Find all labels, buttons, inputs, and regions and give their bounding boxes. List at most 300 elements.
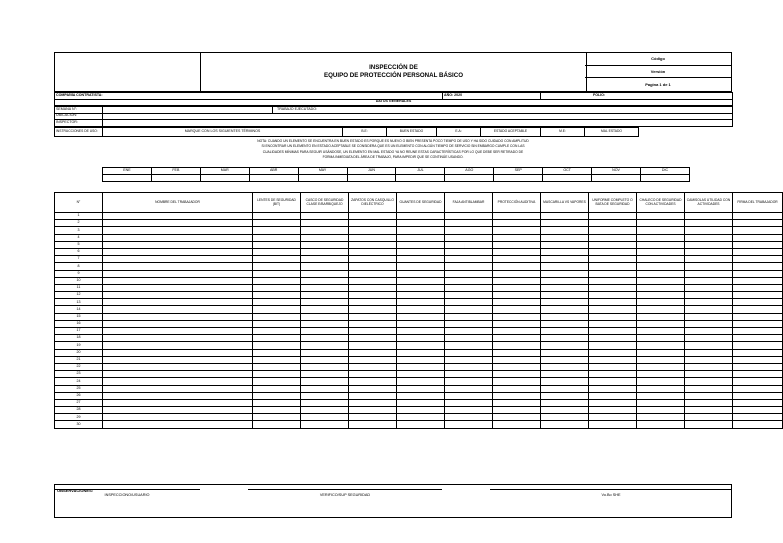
table-cell[interactable] [103, 220, 253, 227]
table-cell[interactable] [301, 385, 349, 392]
table-cell[interactable] [733, 277, 783, 284]
table-cell[interactable] [445, 248, 493, 255]
table-cell[interactable] [589, 407, 637, 414]
table-cell[interactable] [685, 385, 733, 392]
table-cell[interactable] [253, 313, 301, 320]
table-cell[interactable] [253, 306, 301, 313]
table-cell[interactable] [541, 414, 589, 421]
table-cell[interactable] [445, 313, 493, 320]
table-cell[interactable] [445, 371, 493, 378]
table-cell[interactable] [253, 241, 301, 248]
table-cell[interactable] [103, 371, 253, 378]
table-cell[interactable] [301, 277, 349, 284]
table-cell[interactable] [637, 328, 685, 335]
table-cell[interactable] [493, 213, 541, 220]
table-cell[interactable] [493, 299, 541, 306]
table-cell[interactable] [397, 313, 445, 320]
table-cell[interactable] [493, 407, 541, 414]
table-cell[interactable] [253, 349, 301, 356]
table-cell[interactable] [397, 241, 445, 248]
table-cell[interactable] [493, 392, 541, 399]
table-cell[interactable] [349, 421, 397, 428]
table-cell[interactable] [445, 320, 493, 327]
table-cell[interactable] [589, 421, 637, 428]
table-cell[interactable] [493, 256, 541, 263]
table-cell[interactable] [541, 234, 589, 241]
table-cell[interactable] [589, 313, 637, 320]
table-cell[interactable] [103, 277, 253, 284]
table-cell[interactable] [349, 407, 397, 414]
table-cell[interactable] [493, 414, 541, 421]
table-cell[interactable] [397, 270, 445, 277]
table-cell[interactable] [589, 385, 637, 392]
table-cell[interactable] [301, 349, 349, 356]
table-cell[interactable] [637, 263, 685, 270]
table-cell[interactable] [685, 421, 733, 428]
table-cell[interactable] [349, 241, 397, 248]
table-cell[interactable] [493, 356, 541, 363]
table-cell[interactable] [349, 313, 397, 320]
table-cell[interactable] [253, 220, 301, 227]
table-cell[interactable] [589, 349, 637, 356]
table-cell[interactable] [253, 421, 301, 428]
table-cell[interactable] [733, 371, 783, 378]
table-cell[interactable] [445, 234, 493, 241]
table-cell[interactable] [541, 363, 589, 370]
table-cell[interactable] [397, 342, 445, 349]
table-cell[interactable] [541, 248, 589, 255]
table-cell[interactable] [493, 335, 541, 342]
table-cell[interactable] [349, 213, 397, 220]
table-cell[interactable] [541, 306, 589, 313]
table-cell[interactable] [637, 220, 685, 227]
table-cell[interactable] [733, 241, 783, 248]
table-cell[interactable] [589, 299, 637, 306]
table-cell[interactable] [637, 213, 685, 220]
table-cell[interactable] [685, 306, 733, 313]
table-cell[interactable] [397, 328, 445, 335]
table-cell[interactable] [637, 277, 685, 284]
table-cell[interactable] [637, 342, 685, 349]
table-cell[interactable] [253, 213, 301, 220]
table-cell[interactable] [103, 407, 253, 414]
table-cell[interactable] [589, 292, 637, 299]
table-cell[interactable] [349, 328, 397, 335]
table-cell[interactable] [541, 320, 589, 327]
table-cell[interactable] [397, 335, 445, 342]
table-cell[interactable] [103, 299, 253, 306]
table-cell[interactable] [589, 234, 637, 241]
table-cell[interactable] [685, 270, 733, 277]
table-cell[interactable] [637, 421, 685, 428]
table-cell[interactable] [685, 263, 733, 270]
table-cell[interactable] [637, 284, 685, 291]
table-cell[interactable] [541, 220, 589, 227]
table-cell[interactable] [589, 328, 637, 335]
table-cell[interactable] [733, 248, 783, 255]
table-cell[interactable] [541, 213, 589, 220]
table-cell[interactable] [589, 356, 637, 363]
table-cell[interactable] [103, 335, 253, 342]
table-cell[interactable] [349, 256, 397, 263]
table-cell[interactable] [589, 227, 637, 234]
table-cell[interactable] [445, 392, 493, 399]
table-cell[interactable] [301, 263, 349, 270]
table-cell[interactable] [589, 392, 637, 399]
table-cell[interactable] [733, 385, 783, 392]
table-cell[interactable] [685, 320, 733, 327]
table-cell[interactable] [541, 392, 589, 399]
table-cell[interactable] [685, 378, 733, 385]
table-cell[interactable] [685, 234, 733, 241]
table-cell[interactable] [253, 299, 301, 306]
table-cell[interactable] [253, 385, 301, 392]
table-cell[interactable] [445, 335, 493, 342]
table-cell[interactable] [685, 392, 733, 399]
table-cell[interactable] [103, 392, 253, 399]
table-cell[interactable] [349, 378, 397, 385]
table-cell[interactable] [541, 284, 589, 291]
table-cell[interactable] [685, 220, 733, 227]
table-cell[interactable] [445, 284, 493, 291]
table-cell[interactable] [397, 407, 445, 414]
month-cell[interactable] [396, 175, 445, 182]
table-cell[interactable] [541, 335, 589, 342]
month-cell[interactable] [151, 175, 200, 182]
table-cell[interactable] [637, 234, 685, 241]
table-cell[interactable] [733, 220, 783, 227]
table-cell[interactable] [301, 414, 349, 421]
table-cell[interactable] [493, 385, 541, 392]
table-cell[interactable] [301, 256, 349, 263]
table-cell[interactable] [103, 248, 253, 255]
table-cell[interactable] [733, 320, 783, 327]
table-cell[interactable] [637, 299, 685, 306]
table-cell[interactable] [349, 414, 397, 421]
table-cell[interactable] [445, 213, 493, 220]
table-cell[interactable] [637, 392, 685, 399]
table-cell[interactable] [103, 320, 253, 327]
table-cell[interactable] [301, 371, 349, 378]
table-cell[interactable] [541, 399, 589, 406]
table-cell[interactable] [637, 385, 685, 392]
table-cell[interactable] [589, 284, 637, 291]
table-cell[interactable] [445, 407, 493, 414]
table-cell[interactable] [493, 328, 541, 335]
table-cell[interactable] [445, 256, 493, 263]
table-cell[interactable] [685, 335, 733, 342]
table-cell[interactable] [589, 241, 637, 248]
table-cell[interactable] [253, 227, 301, 234]
table-cell[interactable] [397, 399, 445, 406]
table-cell[interactable] [349, 248, 397, 255]
table-cell[interactable] [493, 306, 541, 313]
table-cell[interactable] [301, 299, 349, 306]
table-cell[interactable] [685, 349, 733, 356]
table-cell[interactable] [733, 356, 783, 363]
table-cell[interactable] [541, 328, 589, 335]
table-cell[interactable] [493, 342, 541, 349]
table-cell[interactable] [637, 349, 685, 356]
table-cell[interactable] [733, 399, 783, 406]
table-cell[interactable] [541, 263, 589, 270]
table-cell[interactable] [541, 342, 589, 349]
table-cell[interactable] [493, 234, 541, 241]
table-cell[interactable] [685, 414, 733, 421]
table-cell[interactable] [637, 371, 685, 378]
month-cell[interactable] [249, 175, 298, 182]
table-cell[interactable] [301, 407, 349, 414]
table-cell[interactable] [253, 270, 301, 277]
table-cell[interactable] [301, 234, 349, 241]
table-cell[interactable] [103, 292, 253, 299]
table-cell[interactable] [397, 385, 445, 392]
table-cell[interactable] [253, 414, 301, 421]
table-cell[interactable] [103, 356, 253, 363]
table-cell[interactable] [589, 263, 637, 270]
table-cell[interactable] [103, 313, 253, 320]
table-cell[interactable] [253, 277, 301, 284]
table-cell[interactable] [103, 227, 253, 234]
table-cell[interactable] [445, 328, 493, 335]
table-cell[interactable] [733, 292, 783, 299]
table-cell[interactable] [103, 241, 253, 248]
table-cell[interactable] [301, 292, 349, 299]
table-cell[interactable] [445, 421, 493, 428]
table-cell[interactable] [637, 270, 685, 277]
month-cell[interactable] [200, 175, 249, 182]
table-cell[interactable] [103, 385, 253, 392]
table-cell[interactable] [733, 313, 783, 320]
table-cell[interactable] [733, 349, 783, 356]
table-cell[interactable] [301, 328, 349, 335]
table-cell[interactable] [445, 227, 493, 234]
table-cell[interactable] [733, 306, 783, 313]
table-cell[interactable] [301, 241, 349, 248]
table-cell[interactable] [301, 320, 349, 327]
table-cell[interactable] [541, 227, 589, 234]
table-cell[interactable] [301, 306, 349, 313]
table-cell[interactable] [103, 328, 253, 335]
month-cell[interactable] [543, 175, 592, 182]
table-cell[interactable] [589, 399, 637, 406]
table-cell[interactable] [493, 220, 541, 227]
table-cell[interactable] [349, 399, 397, 406]
table-cell[interactable] [685, 328, 733, 335]
table-cell[interactable] [103, 263, 253, 270]
table-cell[interactable] [733, 213, 783, 220]
table-cell[interactable] [685, 256, 733, 263]
table-cell[interactable] [445, 270, 493, 277]
table-cell[interactable] [397, 414, 445, 421]
table-cell[interactable] [349, 220, 397, 227]
table-cell[interactable] [103, 414, 253, 421]
table-cell[interactable] [493, 363, 541, 370]
table-cell[interactable] [253, 292, 301, 299]
table-cell[interactable] [253, 284, 301, 291]
table-cell[interactable] [493, 421, 541, 428]
table-cell[interactable] [349, 335, 397, 342]
table-cell[interactable] [685, 241, 733, 248]
table-cell[interactable] [493, 277, 541, 284]
table-cell[interactable] [493, 378, 541, 385]
table-cell[interactable] [397, 256, 445, 263]
table-cell[interactable] [397, 213, 445, 220]
table-cell[interactable] [445, 299, 493, 306]
table-cell[interactable] [733, 335, 783, 342]
table-cell[interactable] [541, 407, 589, 414]
table-cell[interactable] [541, 421, 589, 428]
table-cell[interactable] [103, 270, 253, 277]
table-cell[interactable] [349, 263, 397, 270]
month-cell[interactable] [103, 175, 152, 182]
table-cell[interactable] [445, 349, 493, 356]
table-cell[interactable] [541, 292, 589, 299]
table-cell[interactable] [541, 313, 589, 320]
table-cell[interactable] [397, 299, 445, 306]
table-cell[interactable] [301, 378, 349, 385]
table-cell[interactable] [349, 371, 397, 378]
table-cell[interactable] [445, 342, 493, 349]
month-cell[interactable] [640, 175, 689, 182]
month-cell[interactable] [445, 175, 494, 182]
table-cell[interactable] [103, 213, 253, 220]
table-cell[interactable] [493, 284, 541, 291]
month-cell[interactable] [298, 175, 347, 182]
table-cell[interactable] [589, 213, 637, 220]
table-cell[interactable] [733, 256, 783, 263]
table-cell[interactable] [397, 371, 445, 378]
table-cell[interactable] [397, 421, 445, 428]
table-cell[interactable] [445, 241, 493, 248]
table-cell[interactable] [445, 277, 493, 284]
table-cell[interactable] [733, 342, 783, 349]
table-cell[interactable] [685, 227, 733, 234]
table-cell[interactable] [301, 392, 349, 399]
table-cell[interactable] [637, 241, 685, 248]
table-cell[interactable] [103, 256, 253, 263]
table-cell[interactable] [685, 356, 733, 363]
table-cell[interactable] [541, 371, 589, 378]
table-cell[interactable] [685, 342, 733, 349]
table-cell[interactable] [103, 421, 253, 428]
table-cell[interactable] [397, 320, 445, 327]
table-cell[interactable] [589, 248, 637, 255]
table-cell[interactable] [541, 356, 589, 363]
table-cell[interactable] [685, 284, 733, 291]
table-cell[interactable] [637, 313, 685, 320]
table-cell[interactable] [253, 399, 301, 406]
table-cell[interactable] [589, 306, 637, 313]
table-cell[interactable] [349, 356, 397, 363]
table-cell[interactable] [685, 313, 733, 320]
table-cell[interactable] [349, 227, 397, 234]
table-cell[interactable] [253, 371, 301, 378]
table-cell[interactable] [733, 328, 783, 335]
table-cell[interactable] [589, 320, 637, 327]
table-cell[interactable] [445, 292, 493, 299]
table-cell[interactable] [637, 407, 685, 414]
table-cell[interactable] [637, 363, 685, 370]
table-cell[interactable] [397, 306, 445, 313]
table-cell[interactable] [253, 328, 301, 335]
table-cell[interactable] [445, 378, 493, 385]
table-cell[interactable] [349, 392, 397, 399]
month-cell[interactable] [494, 175, 543, 182]
table-cell[interactable] [733, 284, 783, 291]
table-cell[interactable] [253, 378, 301, 385]
table-cell[interactable] [253, 263, 301, 270]
table-cell[interactable] [685, 299, 733, 306]
table-cell[interactable] [253, 335, 301, 342]
table-cell[interactable] [103, 306, 253, 313]
table-cell[interactable] [589, 256, 637, 263]
table-cell[interactable] [685, 213, 733, 220]
table-cell[interactable] [493, 313, 541, 320]
table-cell[interactable] [397, 356, 445, 363]
table-cell[interactable] [397, 227, 445, 234]
table-cell[interactable] [733, 299, 783, 306]
table-cell[interactable] [493, 263, 541, 270]
table-cell[interactable] [733, 363, 783, 370]
table-cell[interactable] [637, 335, 685, 342]
table-cell[interactable] [685, 292, 733, 299]
table-cell[interactable] [493, 349, 541, 356]
table-cell[interactable] [103, 363, 253, 370]
table-cell[interactable] [349, 342, 397, 349]
table-cell[interactable] [253, 342, 301, 349]
table-cell[interactable] [637, 414, 685, 421]
table-cell[interactable] [253, 248, 301, 255]
month-cell[interactable] [347, 175, 396, 182]
table-cell[interactable] [253, 392, 301, 399]
table-cell[interactable] [397, 292, 445, 299]
table-cell[interactable] [637, 256, 685, 263]
table-cell[interactable] [103, 399, 253, 406]
table-cell[interactable] [301, 399, 349, 406]
table-cell[interactable] [685, 363, 733, 370]
table-cell[interactable] [397, 392, 445, 399]
table-cell[interactable] [253, 407, 301, 414]
table-cell[interactable] [637, 399, 685, 406]
table-cell[interactable] [589, 220, 637, 227]
table-cell[interactable] [103, 234, 253, 241]
table-cell[interactable] [253, 320, 301, 327]
table-cell[interactable] [493, 248, 541, 255]
table-cell[interactable] [397, 277, 445, 284]
table-cell[interactable] [493, 320, 541, 327]
table-cell[interactable] [541, 349, 589, 356]
table-cell[interactable] [301, 356, 349, 363]
table-cell[interactable] [733, 407, 783, 414]
table-cell[interactable] [103, 349, 253, 356]
table-cell[interactable] [541, 385, 589, 392]
table-cell[interactable] [733, 378, 783, 385]
table-cell[interactable] [493, 270, 541, 277]
table-cell[interactable] [541, 378, 589, 385]
table-cell[interactable] [685, 407, 733, 414]
table-cell[interactable] [589, 378, 637, 385]
table-cell[interactable] [445, 399, 493, 406]
table-cell[interactable] [733, 270, 783, 277]
table-cell[interactable] [541, 241, 589, 248]
table-cell[interactable] [493, 241, 541, 248]
table-cell[interactable] [397, 349, 445, 356]
table-cell[interactable] [589, 342, 637, 349]
table-cell[interactable] [397, 220, 445, 227]
table-cell[interactable] [445, 356, 493, 363]
table-cell[interactable] [637, 356, 685, 363]
